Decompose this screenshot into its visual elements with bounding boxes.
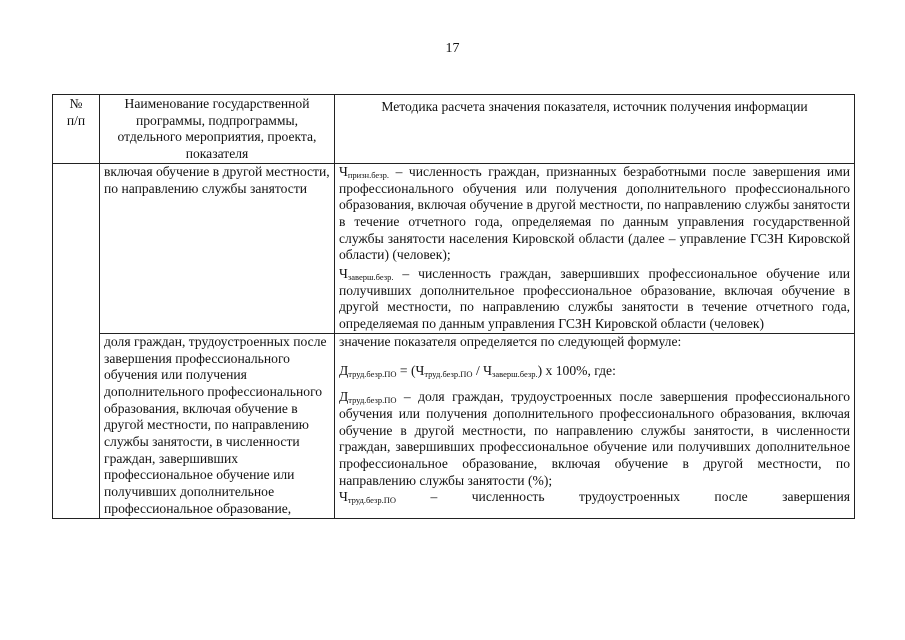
row1-term1: $Ч_{призн.безр.}$ – численность граждан, признанных безработными после завершения ими профессионального обучения или получения дополнительного профессионального образования, включая обучение в другой местности, по направлению службы занятости в течение отчетного года, определяемая по данным управления государственной службы занятости населения Кировской области (далее – управление ГСЗН Кировской области) (человек); xyxy=(339,163,850,263)
row2-term-d: $Д_{труд.безр.ПО}$ – доля граждан, трудоустроенных после завершения профессионального обучения или получения дополнительного профессионального образования, включая обучение в другой местности, по направлению службы занятости, в численности граждан, завершивших профессиональное обучение или получивших дополнительное профессиональное образование, включая обучение в другой местности, по направлению службы занятости (%); xyxy=(339,389,850,488)
row2-intro: значение показателя определяется по следующей формуле: xyxy=(339,333,682,349)
row1-name-cell: включая обучение в другой местности, по направлению службы занятости xyxy=(100,163,335,333)
row2-formula: $Д_{труд.безр.ПО} = (Ч_{труд.безр.ПО} / Ч_{заверш.безр.})$ x 100%, где: xyxy=(339,362,616,379)
header-method: Методика расчета значения показателя, источник получения информации xyxy=(335,95,855,164)
row1-number-cell xyxy=(53,163,100,518)
row2-method-cell xyxy=(335,333,855,518)
header-number: № п/п xyxy=(53,95,100,164)
table-row xyxy=(53,333,855,518)
table-row xyxy=(53,163,855,333)
method-table xyxy=(52,94,855,519)
row2-term-c: $Ч_{труд.безр.ПО}$ – численность трудоустроенных после завершения xyxy=(339,489,850,506)
page-number: 17 xyxy=(445,41,460,56)
header-name: Наименование государственной программы, подпрограммы, отдельного мероприятия, проекта, показателя xyxy=(100,95,335,164)
row1-method-cell xyxy=(335,163,855,333)
table-header-row xyxy=(53,95,855,164)
row2-name-cell: доля граждан, трудоустроенных после завершения профессионального обучения или получения дополнительного профессионального образования, включая обучение в другой местности, по направлению службы занятости, в численности граждан, завершивших профессиональное обучение или получивших дополнительное профессиональное образование, xyxy=(100,333,335,518)
row1-term2: $Ч_{заверш.безр.}$ – численность граждан, завершивших профессиональное обучение или получивших дополнительное профессиональное образование, включая обучение в другой местности, по направлению службы занятости в течение отчетного года, определяемая по данным управления ГСЗН Кировской области (человек) xyxy=(339,266,850,332)
